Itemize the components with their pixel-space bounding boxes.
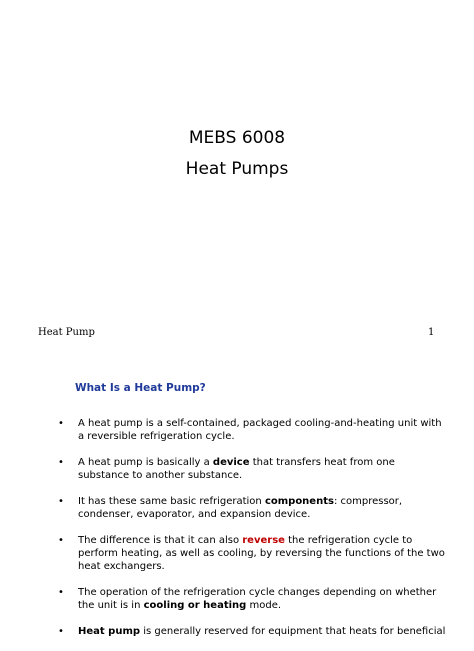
bullet-keyword: Heat pump — [78, 626, 141, 637]
course-title: Heat Pumps — [185, 159, 289, 179]
slide-heading: What Is a Heat Pump? — [75, 382, 206, 394]
page-number: 1 — [428, 327, 435, 338]
bullet-text: mode. — [246, 600, 282, 611]
bullet-keyword: device — [212, 457, 250, 468]
bullet-icon: • — [58, 418, 64, 429]
course-code: MEBS 6008 — [188, 128, 286, 148]
bullet-item — [58, 417, 448, 443]
bullet-text: A heat pump is basically a — [78, 457, 213, 468]
bullet-keyword: reverse — [242, 535, 285, 546]
bullet-text: : compressor, condenser, evaporator, and expansion device. — [78, 496, 403, 520]
slide-2 — [0, 360, 474, 637]
bullet-icon: • — [58, 535, 64, 546]
bullet-icon: • — [58, 496, 64, 507]
bullet-text: that transfers heat from one substance to another substance. — [78, 457, 395, 481]
bullet-item — [58, 456, 448, 482]
bullet-text: The operation of the refrigeration cycle changes depending on whether the unit is in — [78, 587, 437, 611]
bullet-icon: • — [58, 626, 64, 637]
bullet-icon: • — [58, 457, 64, 468]
bullet-item — [58, 586, 448, 612]
bullet-keyword: cooling or heating — [143, 600, 247, 611]
bullet-text: A heat pump is a self-contained, packaged cooling-and-heating unit with a reversible refrigeration cycle. — [78, 418, 442, 442]
bullet-keyword: components — [264, 496, 334, 507]
bullet-text: is generally reserved for equipment that heats for beneficial — [140, 626, 446, 637]
bullet-text: the refrigeration cycle to perform heating, as well as cooling, by reversing the functions of the two heat exchangers. — [78, 535, 445, 572]
bullet-text: The difference is that it can also — [78, 535, 243, 546]
bullet-icon: • — [58, 587, 64, 598]
bullet-item — [58, 495, 448, 521]
title-block — [0, 127, 474, 180]
bullet-item — [58, 534, 448, 573]
bullet-text: It has these same basic refrigeration — [78, 496, 265, 507]
slide-footer-title: Heat Pump — [38, 327, 95, 338]
bullet-list — [58, 417, 448, 651]
